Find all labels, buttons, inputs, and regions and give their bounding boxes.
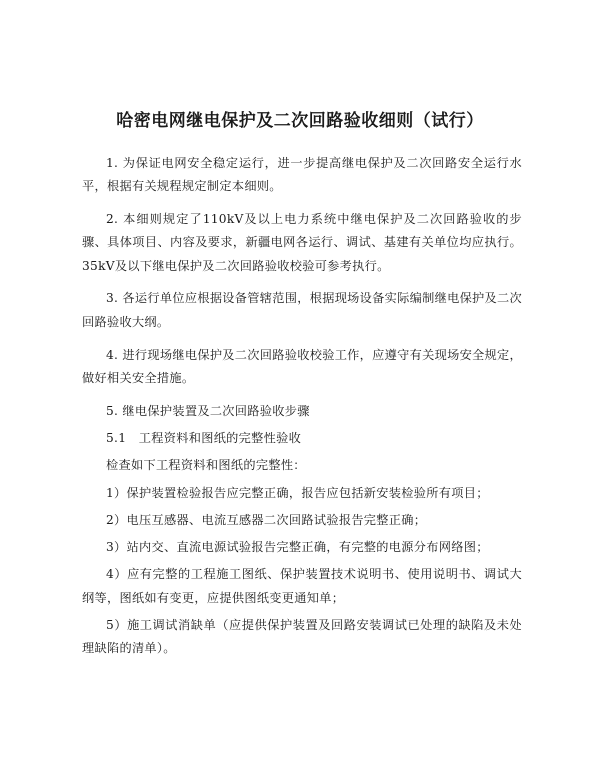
- document-body: [82, 152, 522, 665]
- checklist-item-1: 1）保护装置检验报告应完整正确，报告应包括新安装检验所有项目；: [106, 485, 489, 500]
- paragraph-3: 3. 各运行单位应根据设备管辖范围，根据现场设备实际编制继电保护及二次回路验收大纲。: [82, 291, 523, 329]
- paragraph-1: 1. 为保证电网安全稳定运行，进一步提高继电保护及二次回路安全运行水平，根据有关规程规定制定本细则。: [82, 156, 522, 194]
- checklist-item-4: 4）应有完整的工程施工图纸、保护装置技术说明书、使用说明书、调试大纲等，图纸如有变更，应提供图纸变更通知单；: [82, 567, 522, 605]
- section-heading-5-1: 5.1 工程资料和图纸的完整性验收: [106, 430, 302, 445]
- document-title: 哈密电网继电保护及二次回路验收细则（试行）: [116, 111, 484, 131]
- checklist-item-5: 5）施工调试消缺单（应提供保护装置及回路安装调试已处理的缺陷及未处理缺陷的清单）。: [82, 618, 522, 656]
- paragraph-4: 4. 进行现场继电保护及二次回路验收校验工作，应遵守有关现场安全规定，做好相关安全措施。: [82, 347, 523, 385]
- checklist-item-2: 2）电压互感器、电流互感器二次回路试验报告完整正确；: [106, 512, 427, 527]
- paragraph-2: 2. 本细则规定了110kV及以上电力系统中继电保护及二次回路验收的步骤、具体项目、内容及要求，新疆电网各运行、调试、基建有关单位均应执行。35kV及以下继电保护及二次回路验收校验可参考执行。: [82, 212, 522, 273]
- checklist-intro: 检查如下工程资料和图纸的完整性：: [106, 458, 306, 473]
- section-heading-5: 5. 继电保护装置及二次回路验收步骤: [106, 403, 310, 418]
- checklist-item-3: 3）站内交、直流电源试验报告完整正确，有完整的电源分布网络图；: [106, 540, 489, 555]
